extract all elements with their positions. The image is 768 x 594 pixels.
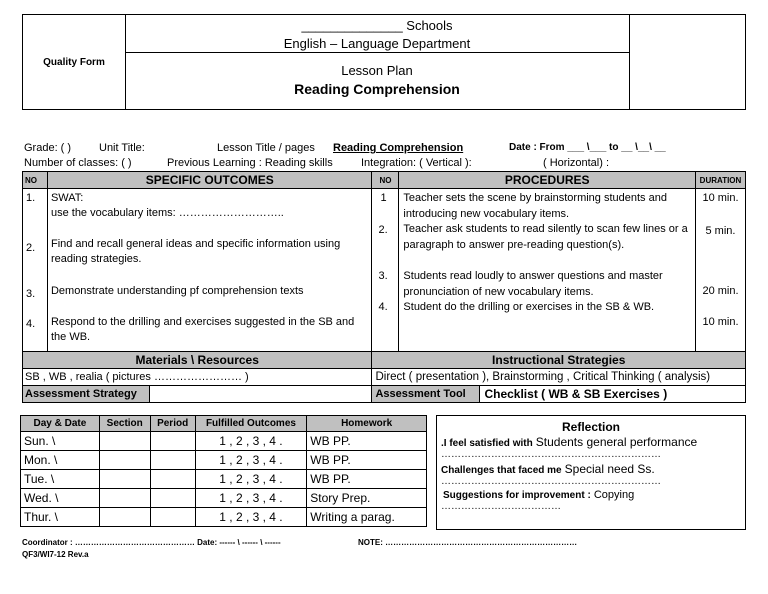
lesson-title-label: Lesson Title / pages xyxy=(217,142,315,154)
day-row xyxy=(21,470,427,489)
section-cell xyxy=(99,508,150,527)
note-line: NOTE: ……………………………………………………………… xyxy=(358,538,578,547)
lesson-plan-table xyxy=(22,171,746,403)
day-cell: Tue. \ xyxy=(21,470,100,489)
feel-value: Students general performance xyxy=(535,435,698,449)
outcome-recall: Find and recall general ideas and specific information using reading strategies. xyxy=(50,238,341,265)
outcome-swat: SWAT: xyxy=(50,192,84,204)
assessment-tool-row xyxy=(372,386,746,403)
procedure-numbers xyxy=(372,189,399,352)
duration-header: DURATION xyxy=(695,172,745,189)
assessment-tool-value: Checklist ( WB & SB Exercises ) xyxy=(484,387,668,401)
period-cell xyxy=(150,432,195,451)
procedures-cell xyxy=(399,189,696,352)
assessment-strategy-row xyxy=(23,386,372,403)
outcome-no-1: 1. xyxy=(26,192,36,204)
integration-vertical: Integration: ( Vertical ): xyxy=(361,157,472,169)
suggestions-label: Suggestions for improvement : xyxy=(443,490,591,501)
duration-2: 5 min. xyxy=(705,225,736,237)
schools-line: ______________ Schools xyxy=(301,18,453,33)
procedures-header: PROCEDURES xyxy=(399,172,696,189)
procedure-no-4: 4. xyxy=(378,301,388,313)
date-range: Date : From ___ \___ to __ \__\ __ xyxy=(509,142,666,153)
reflection-dots-2: ………………………………………………………… xyxy=(441,476,661,487)
reflection-feel xyxy=(437,435,745,449)
classes-label: Number of classes: ( ) xyxy=(24,157,132,169)
period-cell xyxy=(150,451,195,470)
materials-value: SB , WB , realia ( pictures …………………… ) xyxy=(23,369,372,386)
section-cell xyxy=(99,470,150,489)
no-header-2: NO xyxy=(372,172,399,189)
homework-cell: Writing a parag. xyxy=(307,508,427,527)
col-period: Period xyxy=(150,416,195,432)
materials-header: Materials \ Resources xyxy=(23,352,372,369)
outcomes-cell: 1 , 2 , 3 , 4 . xyxy=(195,470,307,489)
form-code: QF3/WI7-12 Rev.a xyxy=(22,550,89,559)
homework-cell: WB PP. xyxy=(307,432,427,451)
period-cell xyxy=(150,508,195,527)
outcomes-cell: 1 , 2 , 3 , 4 . xyxy=(195,451,307,470)
reflection-dots-1: ………………………………………………………… xyxy=(441,449,661,460)
assessment-tool-label: Assessment Tool xyxy=(372,386,480,402)
subject-line: Reading Comprehension xyxy=(294,81,460,97)
header-center xyxy=(125,15,630,109)
lesson-title-value: Reading Comprehension xyxy=(333,142,464,154)
outcome-respond: Respond to the drilling and exercises suggested in the SB and the WB. xyxy=(50,316,355,343)
section-cell xyxy=(99,432,150,451)
homework-cell: WB PP. xyxy=(307,451,427,470)
assessment-strategy-value xyxy=(150,386,371,402)
day-table xyxy=(20,415,427,527)
outcomes-cell: 1 , 2 , 3 , 4 . xyxy=(195,508,307,527)
day-cell: Sun. \ xyxy=(21,432,100,451)
outcome-no-4: 4. xyxy=(26,318,36,330)
quality-form-label: Quality Form xyxy=(23,15,126,109)
day-cell: Thur. \ xyxy=(21,508,100,527)
reflection-box xyxy=(436,415,746,530)
duration-3: 20 min. xyxy=(702,285,739,297)
duration-1: 10 min. xyxy=(702,192,739,204)
day-cell: Mon. \ xyxy=(21,451,100,470)
strategies-header: Instructional Strategies xyxy=(372,352,746,369)
coordinator-line: Coordinator : ……………………………………… Date: ------ \ ------ \ ------ xyxy=(22,538,281,547)
challenges-label: Challenges that faced me xyxy=(441,465,562,476)
col-section: Section xyxy=(99,416,150,432)
procedure-no-1: 1 xyxy=(380,192,387,204)
day-cell: Wed. \ xyxy=(21,489,100,508)
grade-label: Grade: ( ) xyxy=(24,142,72,154)
outcome-vocab: use the vocabulary items: ……………………….. xyxy=(50,207,284,219)
reflection-suggestions xyxy=(437,489,745,501)
col-fulfilled: Fulfilled Outcomes xyxy=(195,416,307,432)
col-homework: Homework xyxy=(307,416,427,432)
homework-cell: Story Prep. xyxy=(307,489,427,508)
previous-learning: Previous Learning : Reading skills xyxy=(167,157,333,169)
day-row xyxy=(21,508,427,527)
procedure-3: Students read loudly to answer questions and master pronunciation of new vocabulary items. xyxy=(403,270,663,298)
procedure-no-3: 3. xyxy=(378,270,388,282)
period-cell xyxy=(150,489,195,508)
section-cell xyxy=(99,451,150,470)
outcomes-cell xyxy=(47,189,371,352)
feel-label: .I feel satisfied with xyxy=(441,438,533,449)
department-line: English – Language Department xyxy=(283,36,471,51)
outcomes-cell: 1 , 2 , 3 , 4 . xyxy=(195,489,307,508)
day-row xyxy=(21,489,427,508)
outcome-numbers xyxy=(23,189,48,352)
duration-4: 10 min. xyxy=(702,316,739,328)
form-header xyxy=(22,14,746,110)
reflection-challenges xyxy=(437,462,745,476)
lesson-plan-line: Lesson Plan xyxy=(341,63,413,78)
assessment-strategy-label: Assessment Strategy xyxy=(23,386,150,402)
procedure-1: Teacher sets the scene by brainstorming students and introducing new vocabulary items. xyxy=(403,192,667,220)
col-day-date: Day & Date xyxy=(21,416,100,432)
outcomes-header: SPECIFIC OUTCOMES xyxy=(47,172,371,189)
outcome-no-3: 3. xyxy=(26,288,36,300)
procedure-4: Student do the drilling or exercises in the SB & WB. xyxy=(403,301,655,313)
outcome-no-2: 2. xyxy=(26,242,36,254)
period-cell xyxy=(150,470,195,489)
reflection-dots-3: ……………………………… xyxy=(441,501,561,512)
integration-horizontal: ( Horizontal) : xyxy=(543,157,610,169)
outcome-demonstrate: Demonstrate understanding pf comprehension texts xyxy=(50,285,304,297)
header-school xyxy=(125,15,629,53)
strategies-value: Direct ( presentation ), Brainstorming , Critical Thinking ( analysis) xyxy=(372,369,746,386)
suggestions-value: Copying xyxy=(593,489,635,501)
outcomes-cell: 1 , 2 , 3 , 4 . xyxy=(195,432,307,451)
duration-cell xyxy=(695,189,745,352)
procedure-2: Teacher ask students to read silently to scan few lines or a paragraph to answer pre-reading question(s). xyxy=(403,223,688,251)
no-header: NO xyxy=(23,172,48,189)
reflection-title: Reflection xyxy=(561,420,620,434)
challenges-value: Special need Ss. xyxy=(564,462,655,476)
unit-title-label: Unit Title: xyxy=(99,142,145,154)
procedure-no-2: 2. xyxy=(378,224,388,236)
header-lesson xyxy=(125,53,629,98)
day-row xyxy=(21,432,427,451)
section-cell xyxy=(99,489,150,508)
day-row xyxy=(21,451,427,470)
homework-cell: WB PP. xyxy=(307,470,427,489)
